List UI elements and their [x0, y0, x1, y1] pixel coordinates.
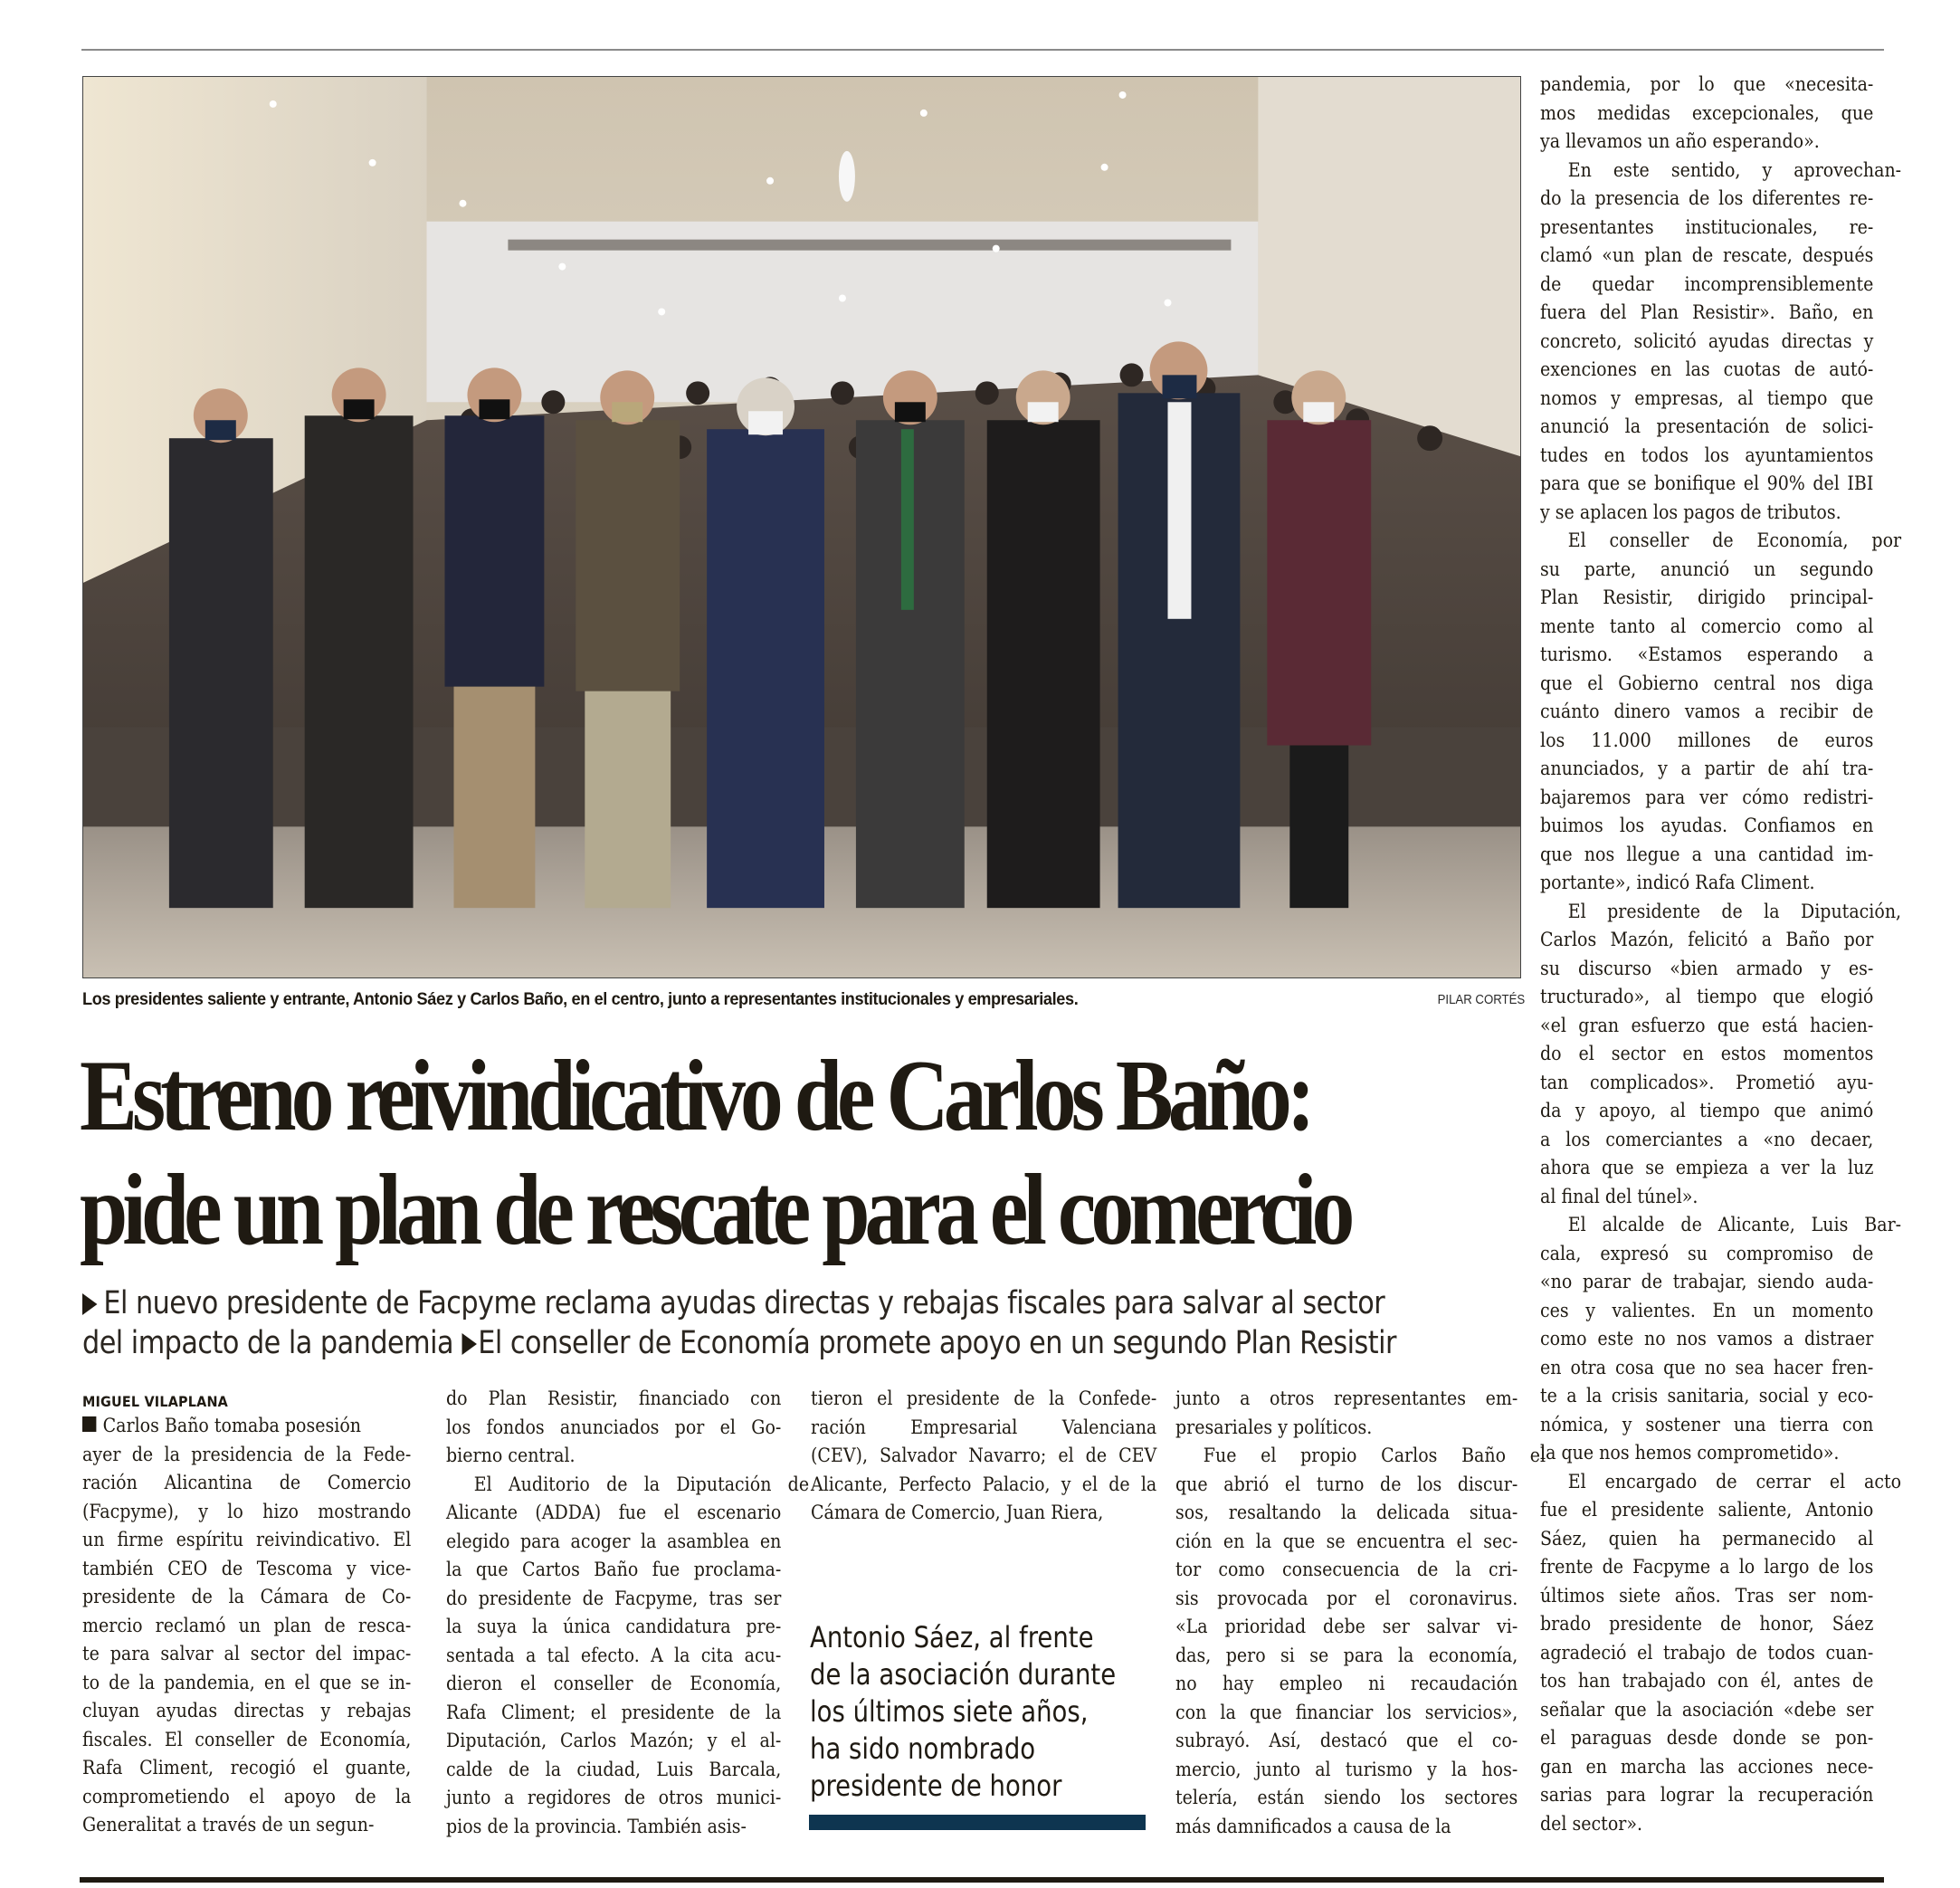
- bullet-triangle-icon: [461, 1333, 476, 1355]
- headline-line-1: Estreno reivindicativo de Carlos Baño:: [80, 1040, 1310, 1152]
- text-line: do presidente de Facpyme, tras ser: [446, 1587, 782, 1609]
- paragraph: [1540, 157, 1902, 528]
- text-line: que el Gobierno central nos diga: [1540, 672, 1874, 694]
- paragraph: [1175, 1385, 1519, 1442]
- text-line: mercio reclamó un plan de resca-: [82, 1614, 412, 1636]
- text-line: fiscales. El conseller de Economía,: [82, 1728, 412, 1750]
- text-line: agradeció el trabajo de todos cuan-: [1540, 1641, 1874, 1664]
- text-line: ración Alicantina de Comercio: [82, 1472, 412, 1493]
- text-line: tor como consecuencia de la cri-: [1175, 1559, 1518, 1580]
- text-line: El Auditorio de la Diputación de: [473, 1473, 810, 1495]
- text-line: en otra cosa que no sea hacer fren-: [1540, 1356, 1874, 1378]
- paragraph: [82, 1412, 413, 1840]
- subheadline: [82, 1283, 1548, 1363]
- text-line: ahora que se empieza a ver la luz: [1540, 1157, 1874, 1178]
- text-line: do el sector en estos momentos: [1540, 1043, 1874, 1064]
- text-line: tudes en todos los ayuntamientos: [1540, 443, 1874, 466]
- auditorium-photo-illustration: [83, 77, 1520, 977]
- subheadline-point-1: El nuevo presidente de Facpyme reclama ayudas directas y rebajas fiscales para salvar al sector: [103, 1285, 1385, 1321]
- text-line: sos, resaltando la delicada situa-: [1175, 1502, 1518, 1523]
- pull-quote-bar: [809, 1815, 1146, 1830]
- text-line: Fue el propio Carlos Baño el: [1203, 1445, 1546, 1466]
- text-line: su discurso «bien armado y es-: [1540, 957, 1874, 979]
- text-line: brado presidente de honor, Sáez: [1540, 1613, 1874, 1635]
- text-line: Sáez, quien ha permanecido al: [1540, 1527, 1874, 1549]
- text-line: to de la pandemia, en el que se in-: [82, 1671, 412, 1693]
- text-line: sis provocada por el coronavirus.: [1175, 1587, 1518, 1609]
- pull-quote-line: de la asociación durante: [810, 1657, 1117, 1692]
- text-line: buimos los ayudas. Confiamos en: [1540, 815, 1874, 836]
- text-line: al final del túnel».: [1540, 1185, 1698, 1207]
- bullet-triangle-icon: [82, 1293, 97, 1315]
- text-line: tan complicados». Prometió ayu-: [1540, 1071, 1874, 1093]
- pull-quote-line: Antonio Sáez, al frente: [810, 1620, 1094, 1654]
- text-line: cluyan ayudas directas y rebajas: [82, 1700, 412, 1721]
- paragraph: [811, 1385, 1158, 1528]
- paragraph: [1540, 1211, 1902, 1468]
- text-line: fue el presidente saliente, Antonio: [1540, 1499, 1874, 1521]
- text-line: do Plan Resistir, financiado con: [446, 1387, 782, 1409]
- subheadline-point-1-end: del impacto de la pandemia: [82, 1325, 454, 1361]
- article-photo: [82, 76, 1521, 978]
- text-line: da y apoyo, al tiempo que animó: [1540, 1100, 1874, 1121]
- text-line: El encargado de cerrar el acto: [1567, 1470, 1902, 1492]
- text-line: la que nos hemos comprometido».: [1540, 1442, 1840, 1464]
- text-line: señalar que la asociación «debe ser: [1540, 1698, 1874, 1721]
- text-line: pandemia, por lo que «necesita-: [1540, 73, 1874, 95]
- text-line: anunció la presentación de solici-: [1540, 415, 1874, 437]
- body-column-5: [1540, 71, 1902, 1838]
- paragraph: [1175, 1442, 1546, 1841]
- text-line: ayer de la presidencia de la Fede-: [82, 1443, 412, 1465]
- text-line: «La prioridad debe ser salvar vi-: [1175, 1616, 1518, 1637]
- text-line: tos han trabajado con él, antes de: [1540, 1670, 1874, 1692]
- text-line: tructurado», al tiempo que elogió: [1540, 986, 1874, 1007]
- byline: MIGUEL VILAPLANA: [82, 1393, 229, 1410]
- text-line: que abrió el turno de los discur-: [1175, 1473, 1518, 1495]
- text-line: Diputación, Carlos Mazón; y el al-: [446, 1730, 782, 1751]
- text-line: cuánto dinero vamos a recibir de: [1540, 701, 1874, 722]
- paragraph: [446, 1471, 810, 1842]
- text-line: presariales y políticos.: [1175, 1416, 1373, 1438]
- text-line: cala, expresó su compromiso de: [1540, 1242, 1874, 1264]
- text-line: los fondos anunciados por el Go-: [446, 1416, 782, 1438]
- text-line: Alicante, Perfecto Palacio, y el de la: [811, 1473, 1157, 1495]
- text-line: «no parar de trabajar, siendo auda-: [1540, 1271, 1874, 1292]
- text-line: te para salvar al sector del impac-: [82, 1643, 412, 1664]
- text-line: bierno central.: [446, 1445, 576, 1466]
- text-line: nómica, y sostener una tierra con: [1540, 1413, 1874, 1435]
- text-line: la suya la única candidatura pre-: [446, 1616, 782, 1637]
- text-line: elegido para acoger la asamblea en: [446, 1530, 782, 1552]
- pull-quote-line: presidente de honor: [810, 1769, 1062, 1803]
- text-line: mercio, junto al turismo y la hos-: [1175, 1758, 1518, 1780]
- paragraph: [446, 1385, 783, 1471]
- paragraph: [1540, 898, 1902, 1212]
- text-line: también CEO de Tescoma y vice-: [82, 1557, 412, 1579]
- body-column-1: [82, 1412, 413, 1840]
- bottom-rule: [80, 1877, 1884, 1883]
- text-line: exenciones en las cuotas de autó-: [1540, 358, 1874, 380]
- headline: [80, 1039, 1618, 1267]
- text-line: mos medidas excepcionales, que: [1540, 101, 1874, 124]
- text-line: ya llevamos un año esperando».: [1540, 130, 1820, 152]
- text-line: como este no nos vamos a distraer: [1540, 1328, 1874, 1349]
- text-line: frente de Facpyme a lo largo de los: [1540, 1556, 1874, 1578]
- text-line: que nos llegue a una cantidad im-: [1540, 843, 1874, 865]
- text-line: para que se bonifique el 90% del IBI: [1540, 472, 1874, 494]
- paragraph: [1540, 527, 1902, 898]
- paragraph: [1540, 71, 1875, 157]
- text-line: junto a otros representantes em-: [1175, 1387, 1518, 1409]
- text-line: (Facpyme), y lo hizo mostrando: [82, 1500, 412, 1522]
- text-line: Generalitat a través de un segun-: [82, 1814, 375, 1836]
- pull-quote-line: los últimos siete años,: [810, 1694, 1089, 1729]
- text-line: su parte, anunció un segundo: [1540, 558, 1874, 580]
- body-column-2: [446, 1385, 810, 1841]
- subheadline-point-2: El conseller de Economía promete apoyo en un segundo Plan Resistir: [478, 1325, 1396, 1361]
- text-line: a los comerciantes a «no decaer,: [1540, 1128, 1874, 1150]
- text-line: ración Empresarial Valenciana: [811, 1416, 1157, 1438]
- text-line: subrayó. Así, destacó que el co-: [1175, 1730, 1518, 1751]
- text-line: de quedar incomprensiblemente: [1540, 272, 1874, 295]
- text-line: Rafa Climent; el presidente de la: [446, 1701, 782, 1723]
- text-line: do la presencia de los diferentes re-: [1540, 187, 1874, 209]
- text-line: El presidente de la Diputación,: [1567, 900, 1902, 922]
- text-line: El alcalde de Alicante, Luis Bar-: [1567, 1214, 1902, 1235]
- text-line: no hay empleo ni recaudación: [1175, 1673, 1518, 1694]
- text-line: mente tanto al comercio como al: [1540, 615, 1874, 637]
- text-line: tieron el presidente de la Confede-: [811, 1387, 1157, 1409]
- text-line: del sector».: [1540, 1812, 1643, 1835]
- text-line: turismo. «Estamos esperando a: [1540, 644, 1874, 665]
- lead-square-icon: [82, 1416, 96, 1432]
- text-line: fuera del Plan Resistir». Baño, en: [1540, 301, 1874, 323]
- text-line: Cámara de Comercio, Juan Riera,: [811, 1502, 1104, 1523]
- text-line: los 11.000 millones de euros: [1540, 729, 1874, 751]
- text-line: presentantes institucionales, re-: [1540, 215, 1874, 238]
- text-line: «el gran esfuerzo que está hacien-: [1540, 1014, 1874, 1036]
- subheadline-line-1: [82, 1283, 1385, 1323]
- text-line: portante», indicó Rafa Climent.: [1540, 872, 1815, 893]
- text-line: El conseller de Economía, por: [1567, 529, 1902, 551]
- text-line: concreto, solicitó ayudas directas y: [1540, 329, 1874, 352]
- text-line: te a la crisis sanitaria, social y eco-: [1540, 1385, 1874, 1406]
- text-line: la que Cartos Baño fue proclama-: [446, 1559, 782, 1580]
- text-line: un firme espíritu reivindicativo. El: [82, 1529, 412, 1550]
- paragraph: [1540, 1468, 1902, 1839]
- photo-credit: PILAR CORTÉS: [1437, 992, 1526, 1007]
- subheadline-line-2: [82, 1323, 1396, 1363]
- photo-caption: Los presidentes saliente y entrante, Antonio Sáez y Carlos Baño, en el centro, junto a representantes institucionales y empresariales.: [82, 989, 1079, 1009]
- text-line: bajaremos para ver cómo redistri-: [1540, 786, 1874, 808]
- pull-quote-line: ha sido nombrado: [810, 1731, 1036, 1766]
- text-line: clamó «un plan de rescate, después: [1540, 244, 1874, 266]
- text-line: dieron el conseller de Economía,: [446, 1673, 782, 1694]
- text-line: y se aplacen los pagos de tributos.: [1540, 501, 1841, 523]
- text-line: Alicante (ADDA) fue el escenario: [446, 1502, 782, 1523]
- text-line: últimos siete años. Tras ser nom-: [1540, 1584, 1874, 1607]
- body-column-3: [811, 1385, 1158, 1528]
- text-line: sarias para lograr la recuperación: [1540, 1784, 1874, 1806]
- headline-line-2: pide un plan de rescate para el comercio: [80, 1154, 1350, 1266]
- text-line: comprometiendo el apoyo de la: [82, 1785, 412, 1807]
- text-line: con la que financiar los servicios»,: [1175, 1701, 1518, 1723]
- top-rule: [81, 49, 1884, 51]
- text-line: Carlos Mazón, felicitó a Baño por: [1540, 929, 1874, 950]
- text-line: presidente de la Cámara de Co-: [82, 1586, 412, 1607]
- text-line: sentada a tal efecto. A la cita acu-: [446, 1644, 782, 1666]
- text-line: telería, están siendo los sectores: [1175, 1787, 1518, 1808]
- text-line: (CEV), Salvador Navarro; el de CEV: [811, 1445, 1157, 1466]
- text-line: junto a regidores de otros munici-: [446, 1787, 782, 1808]
- text-line: pios de la provincia. También asis-: [446, 1815, 747, 1837]
- text-line: Rafa Climent, recogió el guante,: [82, 1757, 412, 1778]
- text-line: ces y valientes. En un momento: [1540, 1299, 1874, 1321]
- text-line: das, pero si se para la economía,: [1175, 1644, 1518, 1666]
- text-line: nomos y empresas, al tiempo que: [1540, 386, 1874, 409]
- text-line: Plan Resistir, dirigido principal-: [1540, 586, 1874, 608]
- text-line: gan en marcha las acciones nece-: [1540, 1755, 1874, 1778]
- text-line: el paraguas desde donde se pon-: [1540, 1727, 1874, 1749]
- text-line: En este sentido, y aprovechan-: [1567, 158, 1902, 181]
- pull-quote: [810, 1619, 1154, 1805]
- text-line: anunciados, y a partir de ahí tra-: [1540, 758, 1874, 779]
- text-line: Carlos Baño tomaba posesión: [82, 1412, 411, 1441]
- text-line: más damnificados a causa de la: [1175, 1815, 1451, 1837]
- text-line: calde de la ciudad, Luis Barcala,: [446, 1758, 782, 1780]
- text-line: ción en la que se encuentra el sec-: [1175, 1530, 1518, 1552]
- body-column-4: [1175, 1385, 1546, 1841]
